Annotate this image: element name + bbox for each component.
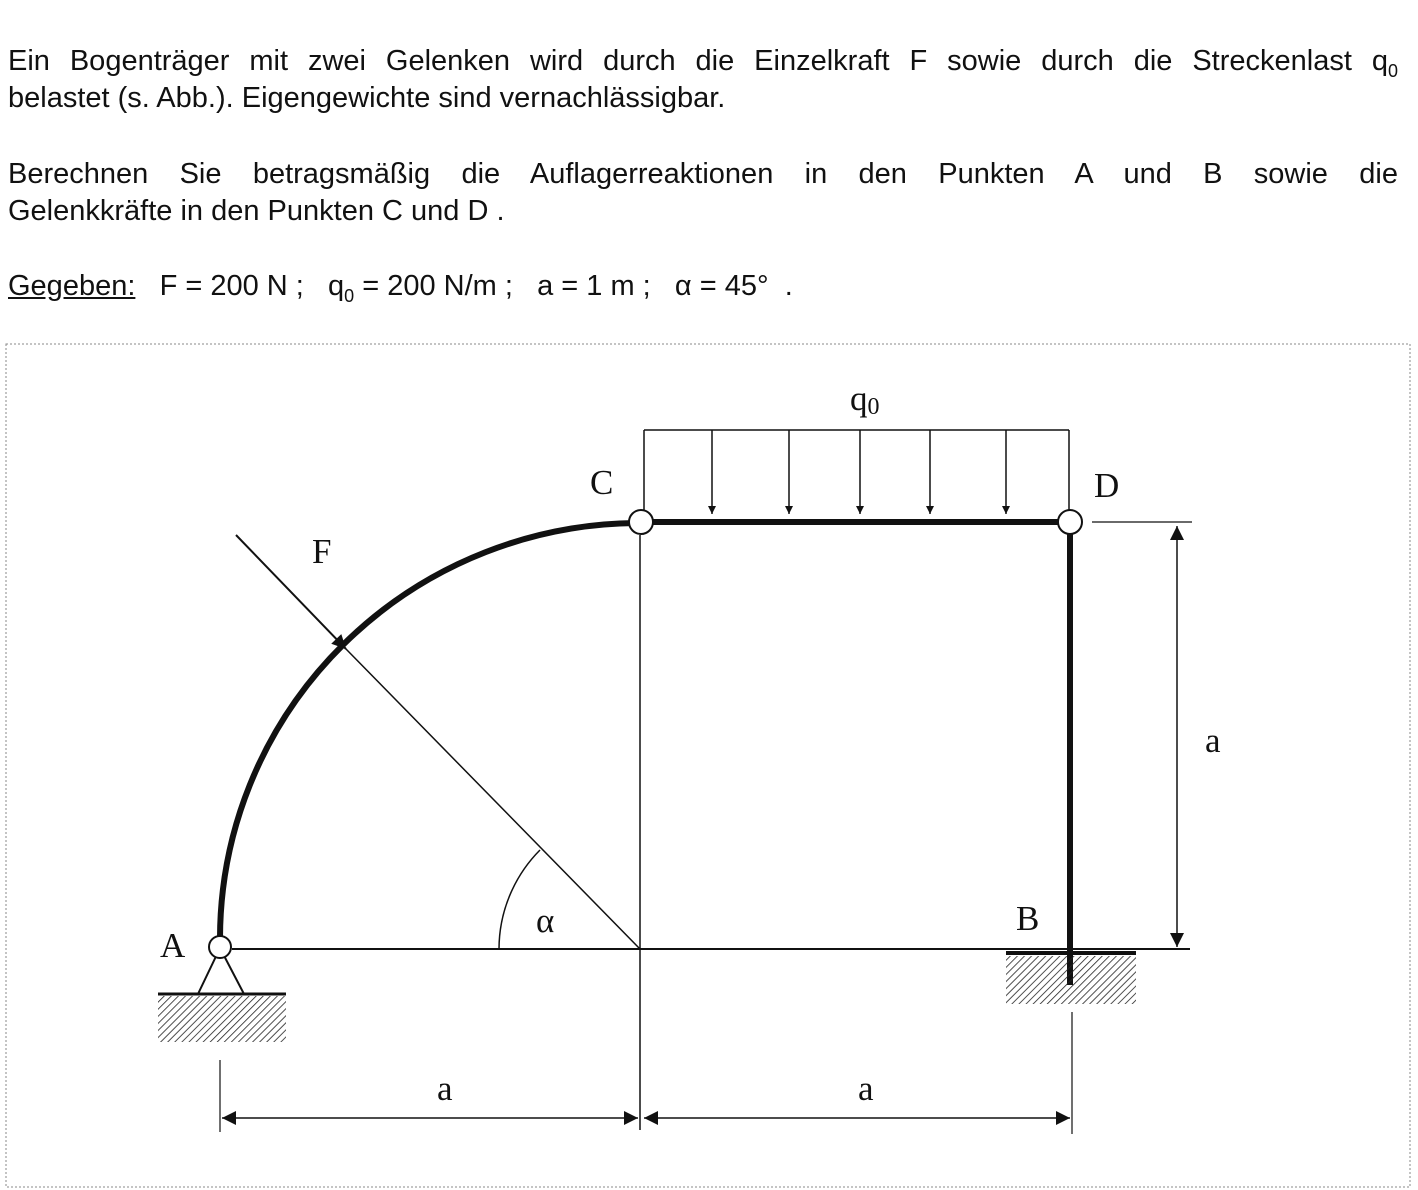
- arch-member: [220, 523, 640, 938]
- given-F: F = 200 N ;: [159, 270, 304, 302]
- p1-force-symbol: F: [909, 45, 928, 77]
- label-C: C: [590, 463, 614, 502]
- given-label: Gegeben:: [8, 270, 136, 302]
- radius-line: [346, 649, 640, 949]
- label-F: F: [312, 532, 332, 571]
- task-paragraph-line-1: Berechnen Sie betragsmäßig die Auflagerreaktionen in den Punkten A und B sowie die: [8, 158, 1398, 190]
- label-a-mid: a: [858, 1069, 874, 1108]
- label-a-right: a: [1205, 721, 1221, 760]
- label-D: D: [1094, 466, 1120, 505]
- p1-text-a: Ein Bogenträger mit zwei Gelenken wird durch die Einzelkraft: [8, 45, 890, 77]
- alpha-arc: [499, 850, 540, 949]
- given-a: a = 1 m ;: [537, 270, 651, 302]
- given-alpha: α = 45°: [674, 270, 769, 302]
- hinge-D: [1058, 510, 1082, 534]
- hinge-A: [209, 936, 231, 958]
- p1-text-c: sowie durch die Streckenlast: [947, 45, 1352, 77]
- p1-load-symbol: $q_0$: [1371, 45, 1398, 81]
- label-q0: q0: [850, 379, 880, 420]
- figure-frame: [6, 344, 1410, 1187]
- given-values: Gegeben: F = 200 N ; $q_0 = 200$ N/m ; a = 1 m ; α = 45° .: [8, 270, 793, 306]
- label-alpha: α: [536, 901, 555, 940]
- label-A: A: [160, 926, 186, 965]
- support-B-ground-hatch: [1006, 956, 1136, 1004]
- label-a-left: a: [437, 1069, 453, 1108]
- problem-statement-line-2: belastet (s. Abb.). Eigengewichte sind vernachlässigbar.: [8, 82, 726, 114]
- task-paragraph-line-2: Gelenkkräfte in den Punkten C und D .: [8, 195, 505, 227]
- support-A-ground-hatch: [158, 996, 286, 1042]
- given-q: $q_0 = 200$ N/m ;: [328, 270, 513, 306]
- hinge-C: [629, 510, 653, 534]
- label-B: B: [1016, 899, 1040, 938]
- load-arrows: [712, 430, 1006, 514]
